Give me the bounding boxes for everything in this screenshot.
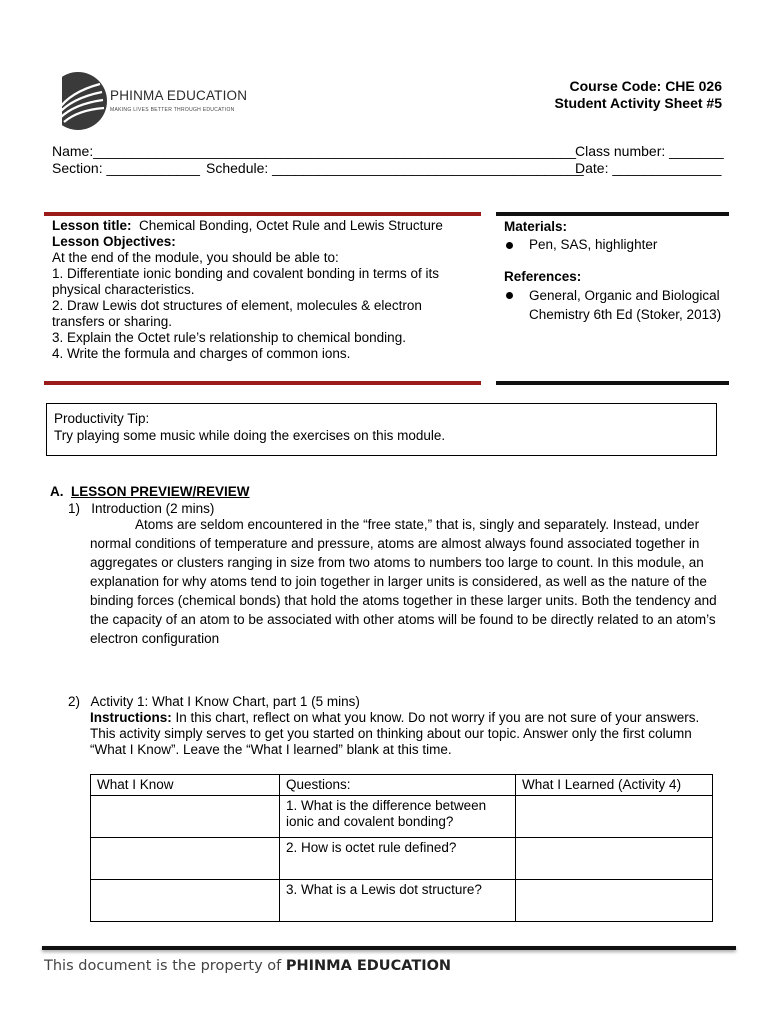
question-cell: 2. How is octet rule defined?: [280, 838, 516, 880]
bullet-icon: [506, 292, 513, 299]
what-i-learned-cell[interactable]: [516, 838, 713, 880]
material-item: Pen, SAS, highlighter: [529, 237, 658, 252]
header-what-i-learned: What I Learned (Activity 4): [516, 775, 713, 796]
course-header: [554, 78, 722, 112]
sheet-title: Student Activity Sheet #5: [554, 95, 722, 111]
reference-item: General, Organic and Biological Chemistry 6th Ed (Stoker, 2013): [529, 288, 722, 322]
question-cell: 1. What is the difference between ionic and covalent bonding?: [280, 796, 516, 838]
lesson-title: Chemical Bonding, Octet Rule and Lewis Structure: [139, 218, 443, 233]
intro-paragraph: Atoms are seldom encountered in the “free state,” that is, singly and separately. Instead, under normal conditions of temperature and pressure, atoms are almost always found associated together in aggregates or clusters ranging in size from two atoms to numbers too large to count. In this module, an explanation for why atoms tend to join together in larger units is considered, as well as the nature of the binding forces (chemical bonds) that hold the atoms together in these larger units. Both the tendency and the capacity of an atom to be associated with other atoms will be found to be directly related to an atom’s electron configuration: [90, 517, 717, 646]
what-i-learned-cell[interactable]: [516, 796, 713, 838]
class-number-field[interactable]: Class number: _______: [575, 143, 724, 159]
table-row: [91, 796, 713, 838]
date-field[interactable]: Date: ______________: [575, 160, 722, 176]
activity-block: [68, 694, 728, 758]
footer-owner: PHINMA EDUCATION: [285, 958, 452, 974]
activity-number: 2): [68, 694, 81, 709]
name-field[interactable]: Name:______________________________________________________________: [52, 143, 576, 159]
list-item: [504, 236, 728, 254]
tip-text: Try playing some music while doing the exercises on this module.: [54, 428, 446, 443]
tip-label: Productivity Tip:: [54, 411, 150, 426]
lesson-block: [52, 218, 477, 362]
objectives-intro: At the end of the module, you should be able to:: [52, 250, 339, 265]
table-row: [91, 880, 713, 922]
intro-heading: Introduction (2 mins): [91, 501, 215, 516]
what-i-know-cell[interactable]: [91, 880, 280, 922]
objective-item: 2. Draw Lewis dot structures of element, molecules & electron transfers or sharing.: [52, 298, 422, 329]
objectives-label: Lesson Objectives:: [52, 234, 176, 249]
course-code: Course Code: CHE 026: [569, 78, 722, 94]
section-title: LESSON PREVIEW/REVIEW: [71, 484, 250, 499]
footer-text: [44, 958, 451, 974]
lesson-bottom-rule: [44, 381, 481, 385]
productivity-tip-box: [46, 403, 717, 456]
instructions-label: Instructions:: [90, 710, 172, 725]
activity-heading: Activity 1: What I Know Chart, part 1 (5 mins): [90, 694, 360, 709]
lesson-title-label: Lesson title:: [52, 218, 132, 233]
header-questions: Questions:: [280, 775, 516, 796]
objective-item: 3. Explain the Octet rule’s relationship to chemical bonding.: [52, 330, 406, 345]
materials-top-rule: [496, 212, 729, 216]
activity-heading-line: [68, 694, 728, 710]
list-item: [504, 286, 728, 324]
what-i-know-cell[interactable]: [91, 838, 280, 880]
references-label: References:: [504, 269, 582, 284]
what-i-know-cell[interactable]: [91, 796, 280, 838]
table-row: [91, 838, 713, 880]
objective-item: 1. Differentiate ionic bonding and covalent bonding in terms of its physical characteristics.: [52, 266, 439, 297]
table-header-row: [91, 775, 713, 796]
bullet-icon: [506, 242, 513, 249]
footer-rule: [42, 946, 736, 950]
phinma-logo: [48, 70, 248, 132]
lesson-title-line: [52, 218, 477, 234]
footer-prefix: This document is the property of: [44, 958, 282, 974]
logo-name: PHINMA EDUCATION: [110, 88, 248, 103]
section-field[interactable]: Section: ____________: [52, 160, 200, 176]
instructions-text: In this chart, reflect on what you know. Do not worry if you are not sure of your answers. This activity simply serves to get you started on thinking about our topic. Answer only the first column “What I Know”. Leave the “What I learned” blank at this time.: [90, 710, 700, 757]
section-a-heading: [50, 484, 250, 499]
phinma-emblem-icon: [48, 70, 108, 132]
lesson-top-rule: [44, 212, 481, 216]
intro-number: 1): [68, 501, 81, 516]
header-what-i-know: What I Know: [91, 775, 280, 796]
instructions-paragraph: [68, 710, 728, 758]
materials-bottom-rule: [496, 381, 729, 385]
schedule-field[interactable]: Schedule: ________________________________________: [206, 160, 584, 176]
what-i-know-chart: [90, 774, 713, 922]
logo-tagline: MAKING LIVES BETTER THROUGH EDUCATION: [110, 107, 235, 113]
question-cell: 3. What is a Lewis dot structure?: [280, 880, 516, 922]
what-i-learned-cell[interactable]: [516, 880, 713, 922]
materials-label: Materials:: [504, 219, 568, 234]
section-letter: A.: [50, 484, 64, 499]
materials-block: [504, 218, 728, 324]
objective-item: 4. Write the formula and charges of common ions.: [52, 346, 351, 361]
